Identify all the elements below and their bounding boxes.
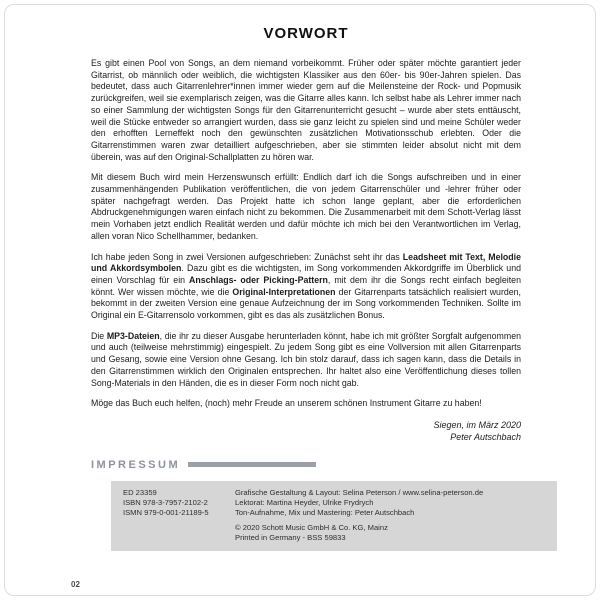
- text-line: © 2020 Schott Music GmbH & Co. KG, Mainz: [235, 522, 388, 532]
- text-line: Ton-Aufnahme, Mix und Mastering: Peter Autschbach: [235, 507, 415, 517]
- paragraph: Es gibt einen Pool von Songs, an dem niemand vorbeikommt. Früher oder später möchte garantiert jeder Gitarrist, ob männlich oder weiblich, die wichtigsten Klassiker aus den 60er- bis 90er-Jahren spielen. Das bedeutet, dass auch Gitarrenlehrer*innen immer wieder gern auf die Meilensteine der Rock- und Popmusik zurückgreifen, weil sie exemplarisch zeigen, was die Gitarre alles kann. Ich selbst habe als Lehrer immer nach so einer Sammlung der wichtigsten Songs für den Gitarrenunterricht gesucht – wurde aber stets enttäuscht, weil die Stücke entweder so arrangiert wurden, dass sie ganz leicht zu spielen sind und meine Schüler weder den erhofften Lerneffekt noch den gewünschten zusätzlichen Motivationsschub erlebten. Oder die Gitarrenstimmen waren zwar detailliert aufgeschrieben, aber sie stimmten leider absolut nicht mit dem überein, was auf den Original-Schallplatten zu hören war.: [91, 58, 521, 162]
- impressum-credits: [235, 488, 547, 518]
- signature-name: Peter Autschbach: [450, 431, 521, 442]
- impressum-codes: [123, 488, 219, 543]
- text-line: Grafische Gestaltung & Layout: Selina Peterson / www.selina-peterson.de: [235, 487, 484, 497]
- impressum-rule: [188, 462, 316, 467]
- impressum-credits-column: [235, 488, 547, 543]
- text-line: ISMN 979-0-001-21189-5: [123, 507, 209, 517]
- text-line: ISBN 978-3-7957-2102-2: [123, 497, 208, 507]
- product-image-frame: [4, 4, 596, 596]
- signature-block: [91, 419, 521, 443]
- impressum-copyright: [235, 523, 547, 543]
- paragraph: Möge das Buch euch helfen, (noch) mehr Freude an unserem schönen Instrument Gitarre zu haben!: [91, 398, 482, 409]
- text-line: Printed in Germany - BSS 59833: [235, 532, 346, 542]
- text-line: Lektorat: Martina Heyder, Ulrike Frydrych: [235, 497, 374, 507]
- text-line: ED 23359: [123, 487, 157, 497]
- signature-place-date: Siegen, im März 2020: [433, 419, 521, 430]
- paragraph: Die MP3-Dateien, die ihr zu dieser Ausgabe herunterladen könnt, habe ich mit größter Sorgfalt aufgenommen und auch (teilweise mehrstimmig) eingespielt. Zu jedem Song gibt es eine Vollversion mit allen Gitarrenparts und Gesang, sowie eine Version ohne Gesang. Ich bin stolz darauf, dass ich sagen kann, dass die Details in den Gitarrenstimmen wirklich den Originalen entsprechen. Ihr haltet also eine Veröffentlichung dieses tollen Song-Materials in den Händen, die es in dieser Form noch nicht gab.: [91, 330, 521, 388]
- page-number: 02: [71, 580, 80, 589]
- impressum-heading-row: [91, 459, 521, 471]
- book-page: [5, 5, 595, 595]
- page-title: VORWORT: [263, 25, 349, 42]
- impressum-box: [111, 481, 557, 551]
- paragraph: Mit diesem Buch wird mein Herzenswunsch erfüllt: Endlich darf ich die Songs aufschreiben und in einer zusammenhängenden Publikation veröffentlichen, die von jedem Gitarrenschüler und -lehrer früher oder später nachgefragt werden. Das Projekt hatte ich schon lange geplant, aber die erforderlichen Abdruckgenehmigungen waren einfach nicht zu bekommen. Die Zusammenarbeit mit dem Schott-Verlag lässt mein Vorhaben jetzt endlich Realität werden und dafür möchte ich mich bei den Verantwortlichen im Verlag, allen voran Nico Schellhammer, bedanken.: [91, 172, 521, 241]
- impressum-heading: IMPRESSUM: [91, 458, 181, 471]
- paragraph: Ich habe jeden Song in zwei Versionen aufgeschrieben: Zunächst seht ihr das Leadsheet mit Text, Melodie und Akkordsymbolen. Dazu gibt es die wichtigsten, im Song vorkommenden Akkordgriffe im Überblick und einen Vorschlag für ein Anschlags- oder Picking-Pattern, mit dem ihr die Songs recht einfach begleiten könnt. Wer wissen möchte, wie die Original-Interpretationen der Gitarrenparts tatsächlich realisiert wurden, bekommt in der zweiten Version eine genaue Aufzeichnung der im Song vorkommenden Techniken. Sollte im Original ein E-Gitarrensolo vorkommen, gibt es das als zusätzlichen Bonus.: [91, 251, 521, 321]
- paragraphs: [91, 58, 521, 410]
